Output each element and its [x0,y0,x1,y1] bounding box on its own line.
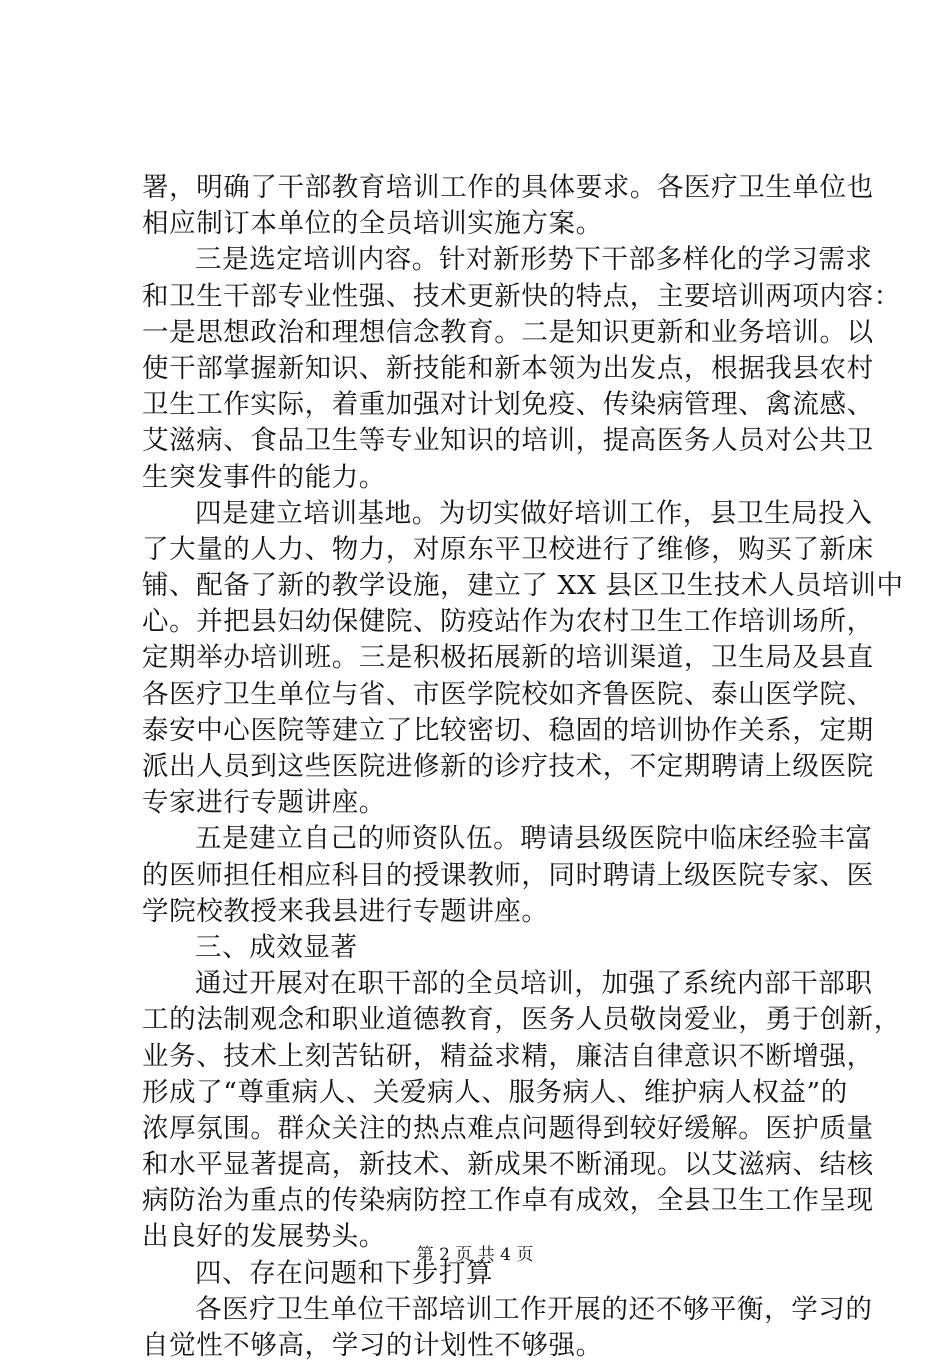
page-number: 第 2 页 共 4 页 [416,1245,534,1265]
text-line: 工的法制观念和职业道德教育，医务人员敬岗爱业，勇于创新， [142,1004,901,1036]
text-line: 定期举办培训班。三是积极拓展新的培训渠道，卫生局及县直 [142,642,874,674]
text-line: 各医疗卫生单位干部培训工作开展的还不够平衡，学习的 [195,1293,873,1325]
text-line: 学院校教授来我县进行专题讲座。 [142,895,549,927]
text-line: 业务、技术上刻苦钻研，精益求精，廉洁自律意识不断增强， [142,1040,874,1072]
text-line: 的医师担任相应科目的授课教师，同时聘请上级医院专家、医 [142,859,874,891]
text-line: 病防治为重点的传染病防控工作卓有成效，全县卫生工作呈现 [142,1185,874,1217]
text-line: 生突发事件的能力。 [142,461,386,493]
text-line: 署，明确了干部教育培训工作的具体要求。各医疗卫生单位也 [142,172,874,203]
text-line: 五是建立自己的师资队伍。聘请县级医院中临床经验丰富 [195,823,873,855]
text-line: 使干部掌握新知识、新技能和新本领为出发点，根据我县农村 [142,352,874,384]
text-line: 了大量的人力、物力，对原东平卫校进行了维修，购买了新床 [142,533,874,565]
text-line: 心。并把县妇幼保健院、防疫站作为农村卫生工作培训场所， [142,606,874,638]
document-body [142,170,904,1364]
text-line: 铺、配备了新的教学设施，建立了 XX 县区卫生技术人员培训中 [142,570,904,602]
text-line: 相应制订本单位的全员培训实施方案。 [142,208,603,240]
text-line: 三是选定培训内容。针对新形势下干部多样化的学习需求 [195,244,873,276]
text-line: 专家进行专题讲座。 [142,787,386,819]
text-line: 卫生工作实际，着重加强对计划免疫、传染病管理、禽流感、 [142,389,874,421]
text-line: 和卫生干部专业性强、技术更新快的特点，主要培训两项内容： [142,280,901,312]
text-line: 四是建立培训基地。为切实做好培训工作，县卫生局投入 [195,497,873,529]
page-footer [0,1243,950,1267]
text-line: 通过开展对在职干部的全员培训，加强了系统内部干部职 [195,968,873,1000]
text-line: 和水平显著提高，新技术、新成果不断涌现。以艾滋病、结核 [142,1149,874,1181]
text-line: 泰安中心医院等建立了比较密切、稳固的培训协作关系，定期 [142,714,874,746]
text-line: 自觉性不够高，学习的计划性不够强。 [142,1330,603,1361]
text-line: 三、成效显著 [195,931,358,963]
text-line: 形成了“尊重病人、关爱病人、服务病人、维护病人权益”的 [142,1076,848,1108]
text-line: 出良好的发展势头。 [142,1221,386,1253]
text-line: 四、存在问题和下步打算 [195,1257,494,1289]
text-line: 浓厚氛围。群众关注的热点难点问题得到较好缓解。医护质量 [142,1112,874,1144]
text-line: 艾滋病、食品卫生等专业知识的培训，提高医务人员对公共卫 [142,425,874,457]
text-line: 一是思想政治和理想信念教育。二是知识更新和业务培训。以 [142,316,874,348]
text-line: 各医疗卫生单位与省、市医学院校如齐鲁医院、泰山医学院、 [142,678,874,710]
text-line: 派出人员到这些医院进修新的诊疗技术，不定期聘请上级医院 [142,751,874,782]
